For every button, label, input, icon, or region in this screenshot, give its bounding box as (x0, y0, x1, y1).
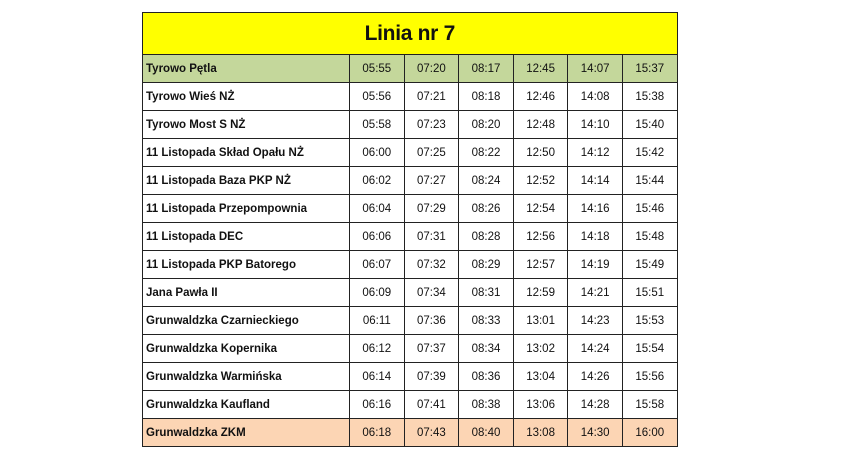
timetable-sheet (142, 12, 677, 447)
departure-time: 07:39 (404, 363, 459, 391)
departure-time: 07:20 (404, 55, 459, 83)
departure-time: 06:07 (350, 251, 405, 279)
departure-time: 14:12 (568, 139, 623, 167)
departure-time: 15:40 (622, 111, 677, 139)
departure-time: 15:44 (622, 167, 677, 195)
departure-time: 08:20 (459, 111, 514, 139)
departure-time: 08:17 (459, 55, 514, 83)
departure-time: 15:42 (622, 139, 677, 167)
departure-time: 07:41 (404, 391, 459, 419)
departure-time: 12:45 (513, 55, 568, 83)
departure-time: 06:04 (350, 195, 405, 223)
departure-time: 12:48 (513, 111, 568, 139)
departure-time: 12:57 (513, 251, 568, 279)
stop-row (143, 419, 678, 447)
stop-row (143, 83, 678, 111)
departure-time: 06:02 (350, 167, 405, 195)
departure-time: 12:46 (513, 83, 568, 111)
departure-time: 16:00 (622, 419, 677, 447)
departure-time: 15:38 (622, 83, 677, 111)
departure-time: 13:08 (513, 419, 568, 447)
departure-time: 14:16 (568, 195, 623, 223)
departure-time: 13:01 (513, 307, 568, 335)
departure-time: 14:10 (568, 111, 623, 139)
departure-time: 06:12 (350, 335, 405, 363)
departure-time: 14:14 (568, 167, 623, 195)
title-row (143, 13, 678, 55)
stop-row (143, 251, 678, 279)
departure-time: 13:02 (513, 335, 568, 363)
departure-time: 06:09 (350, 279, 405, 307)
departure-time: 15:46 (622, 195, 677, 223)
departure-time: 07:37 (404, 335, 459, 363)
departure-time: 07:23 (404, 111, 459, 139)
departure-time: 07:25 (404, 139, 459, 167)
departure-time: 06:14 (350, 363, 405, 391)
departure-time: 14:28 (568, 391, 623, 419)
departure-time: 08:36 (459, 363, 514, 391)
departure-time: 14:26 (568, 363, 623, 391)
departure-time: 07:31 (404, 223, 459, 251)
departure-time: 05:56 (350, 83, 405, 111)
departure-time: 14:30 (568, 419, 623, 447)
departure-time: 15:37 (622, 55, 677, 83)
departure-time: 07:29 (404, 195, 459, 223)
departure-time: 08:22 (459, 139, 514, 167)
stop-row (143, 167, 678, 195)
stop-row (143, 335, 678, 363)
departure-time: 14:18 (568, 223, 623, 251)
departure-time: 07:32 (404, 251, 459, 279)
stop-row (143, 55, 678, 83)
stop-row (143, 363, 678, 391)
departure-time: 12:56 (513, 223, 568, 251)
departure-time: 08:18 (459, 83, 514, 111)
stop-row (143, 139, 678, 167)
stop-name: 11 Listopada Skład Opału NŻ (143, 139, 350, 167)
line-title: Linia nr 7 (143, 13, 678, 55)
departure-time: 05:55 (350, 55, 405, 83)
stop-name: Jana Pawła II (143, 279, 350, 307)
stop-row (143, 223, 678, 251)
departure-time: 08:38 (459, 391, 514, 419)
departure-time: 06:11 (350, 307, 405, 335)
stop-name: Grunwaldzka Warmińska (143, 363, 350, 391)
stop-name: 11 Listopada DEC (143, 223, 350, 251)
departure-time: 14:21 (568, 279, 623, 307)
departure-time: 08:24 (459, 167, 514, 195)
stop-name: Grunwaldzka Kopernika (143, 335, 350, 363)
departure-time: 08:26 (459, 195, 514, 223)
timetable (142, 12, 678, 447)
departure-time: 07:27 (404, 167, 459, 195)
departure-time: 08:28 (459, 223, 514, 251)
stop-name: 11 Listopada Baza PKP NŻ (143, 167, 350, 195)
stop-row (143, 307, 678, 335)
stop-name: Tyrowo Most S NŻ (143, 111, 350, 139)
departure-time: 14:24 (568, 335, 623, 363)
departure-time: 15:58 (622, 391, 677, 419)
departure-time: 06:00 (350, 139, 405, 167)
departure-time: 05:58 (350, 111, 405, 139)
stop-name: Grunwaldzka Kaufland (143, 391, 350, 419)
departure-time: 13:06 (513, 391, 568, 419)
departure-time: 06:06 (350, 223, 405, 251)
departure-time: 15:54 (622, 335, 677, 363)
stop-name: Grunwaldzka Czarnieckiego (143, 307, 350, 335)
departure-time: 14:19 (568, 251, 623, 279)
stop-row (143, 279, 678, 307)
departure-time: 08:40 (459, 419, 514, 447)
departure-time: 07:21 (404, 83, 459, 111)
stop-row (143, 195, 678, 223)
departure-time: 07:36 (404, 307, 459, 335)
departure-time: 08:34 (459, 335, 514, 363)
departure-time: 15:56 (622, 363, 677, 391)
departure-time: 13:04 (513, 363, 568, 391)
departure-time: 08:29 (459, 251, 514, 279)
departure-time: 14:08 (568, 83, 623, 111)
stop-name: Grunwaldzka ZKM (143, 419, 350, 447)
stop-row (143, 391, 678, 419)
departure-time: 15:51 (622, 279, 677, 307)
departure-time: 12:50 (513, 139, 568, 167)
stop-name: Tyrowo Wieś NŻ (143, 83, 350, 111)
departure-time: 14:07 (568, 55, 623, 83)
departure-time: 12:52 (513, 167, 568, 195)
departure-time: 12:59 (513, 279, 568, 307)
departure-time: 07:43 (404, 419, 459, 447)
departure-time: 14:23 (568, 307, 623, 335)
departure-time: 12:54 (513, 195, 568, 223)
departure-time: 15:53 (622, 307, 677, 335)
departure-time: 15:48 (622, 223, 677, 251)
stop-name: 11 Listopada PKP Batorego (143, 251, 350, 279)
departure-time: 06:18 (350, 419, 405, 447)
stop-name: 11 Listopada Przepompownia (143, 195, 350, 223)
departure-time: 07:34 (404, 279, 459, 307)
departure-time: 08:31 (459, 279, 514, 307)
departure-time: 15:49 (622, 251, 677, 279)
departure-time: 06:16 (350, 391, 405, 419)
stop-row (143, 111, 678, 139)
departure-time: 08:33 (459, 307, 514, 335)
stop-name: Tyrowo Pętla (143, 55, 350, 83)
